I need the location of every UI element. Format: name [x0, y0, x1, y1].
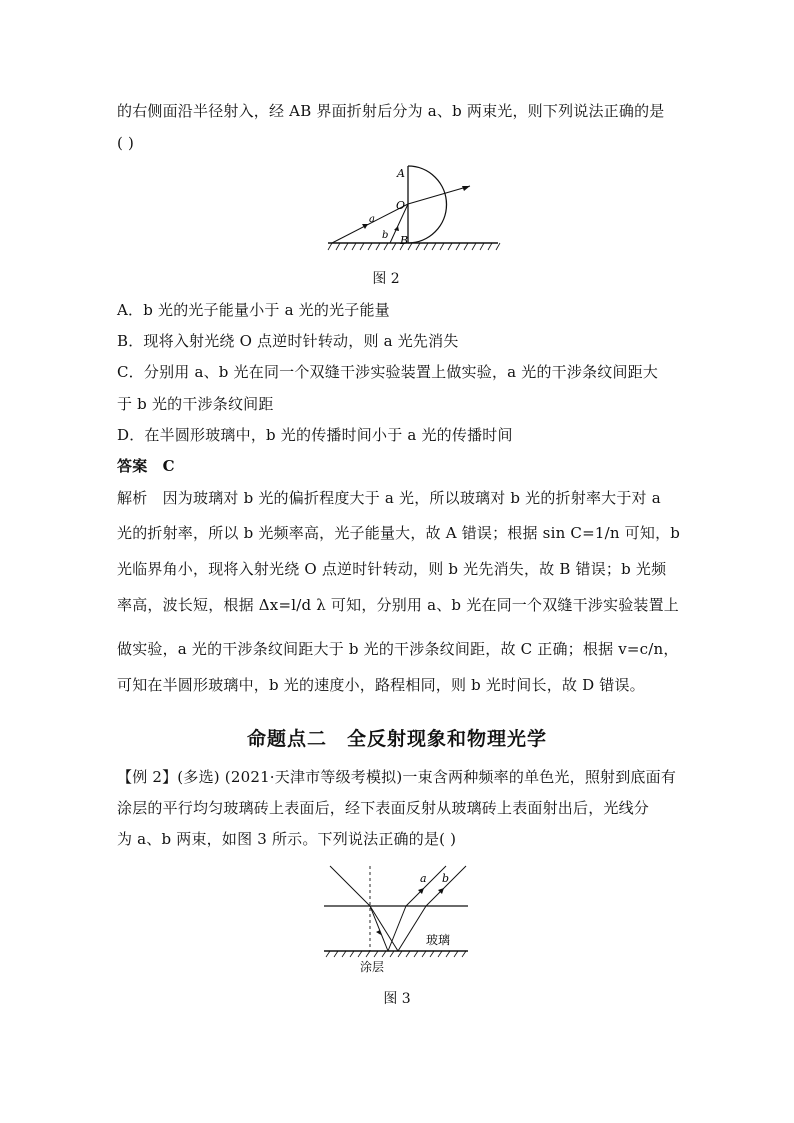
label-glass: 玻璃 [426, 933, 451, 947]
label-coating: 涂层 [360, 960, 385, 974]
analysis-line-6: 可知在半圆形玻璃中，b 光的速度小，路程相同，则 b 光时间长，故 D 错误。 [117, 676, 645, 694]
label-b: b [442, 872, 450, 885]
label-b: b [382, 230, 389, 241]
option-D: D．在半圆形玻璃中，b 光的传播时间小于 a 光的传播时间 [117, 426, 513, 444]
example-line-2: 涂层的平行均匀玻璃砖上表面后，经下表面反射从玻璃砖上表面射出后，光线分 [117, 799, 650, 817]
option-A: A．b 光的光子能量小于 a 光的光子能量 [117, 301, 390, 319]
label-a: a [420, 872, 427, 885]
example-line-1: 【例 2】(多选) (2021·天津市等级考模拟)一束含两种频率的单色光，照射到底面有 [117, 768, 677, 786]
intro-line-1: 的右侧面沿半径射入，经 AB 界面折射后分为 a、b 两束光，则下列说法正确的是 [117, 102, 665, 120]
figure-2-semicircle-diagram [320, 160, 510, 260]
section-title: 命题点二 全反射现象和物理光学 [246, 728, 547, 750]
example-line-3: 为 a、b 两束，如图 3 所示。下列说法正确的是( ) [117, 830, 457, 848]
analysis-line-5: 做实验，a 光的干涉条纹间距大于 b 光的干涉条纹间距，故 C 正确；根据 v=c/n， [117, 640, 679, 658]
label-a: a [369, 214, 375, 225]
label-O: O [396, 199, 406, 212]
figure-3-glass-slab-diagram [318, 858, 478, 980]
option-B: B．现将入射光绕 O 点逆时针转动，则 a 光先消失 [117, 332, 459, 350]
figure-2-caption: 图 2 [372, 271, 400, 287]
analysis-line-1: 解析 因为玻璃对 b 光的偏折程度大于 a 光，所以玻璃对 b 光的折射率大于对 a [117, 489, 661, 507]
label-A: A [397, 167, 405, 180]
intro-line-2: ( ) [117, 134, 135, 152]
label-B: B [400, 234, 409, 247]
analysis-line-2: 光的折射率，所以 b 光频率高，光子能量大，故 A 错误；根据 sin C=1/n 可知，b [117, 524, 681, 542]
option-C: C．分别用 a、b 光在同一个双缝干涉实验装置上做实验，a 光的干涉条纹间距大 [117, 363, 659, 381]
analysis-line-3: 光临界角小，现将入射光绕 O 点逆时针转动，则 b 光先消失，故 B 错误；b 光频 [117, 560, 667, 578]
analysis-line-4: 率高，波长短，根据 Δx=l/d λ 可知，分别用 a、b 光在同一个双缝干涉实验装置上 [117, 596, 680, 614]
coating-hatching [326, 951, 466, 957]
figure-3-caption: 图 3 [383, 991, 411, 1007]
option-C-continued: 于 b 光的干涉条纹间距 [117, 395, 274, 413]
ground-hatching [328, 243, 500, 250]
answer-line: 答案 C [117, 457, 175, 475]
